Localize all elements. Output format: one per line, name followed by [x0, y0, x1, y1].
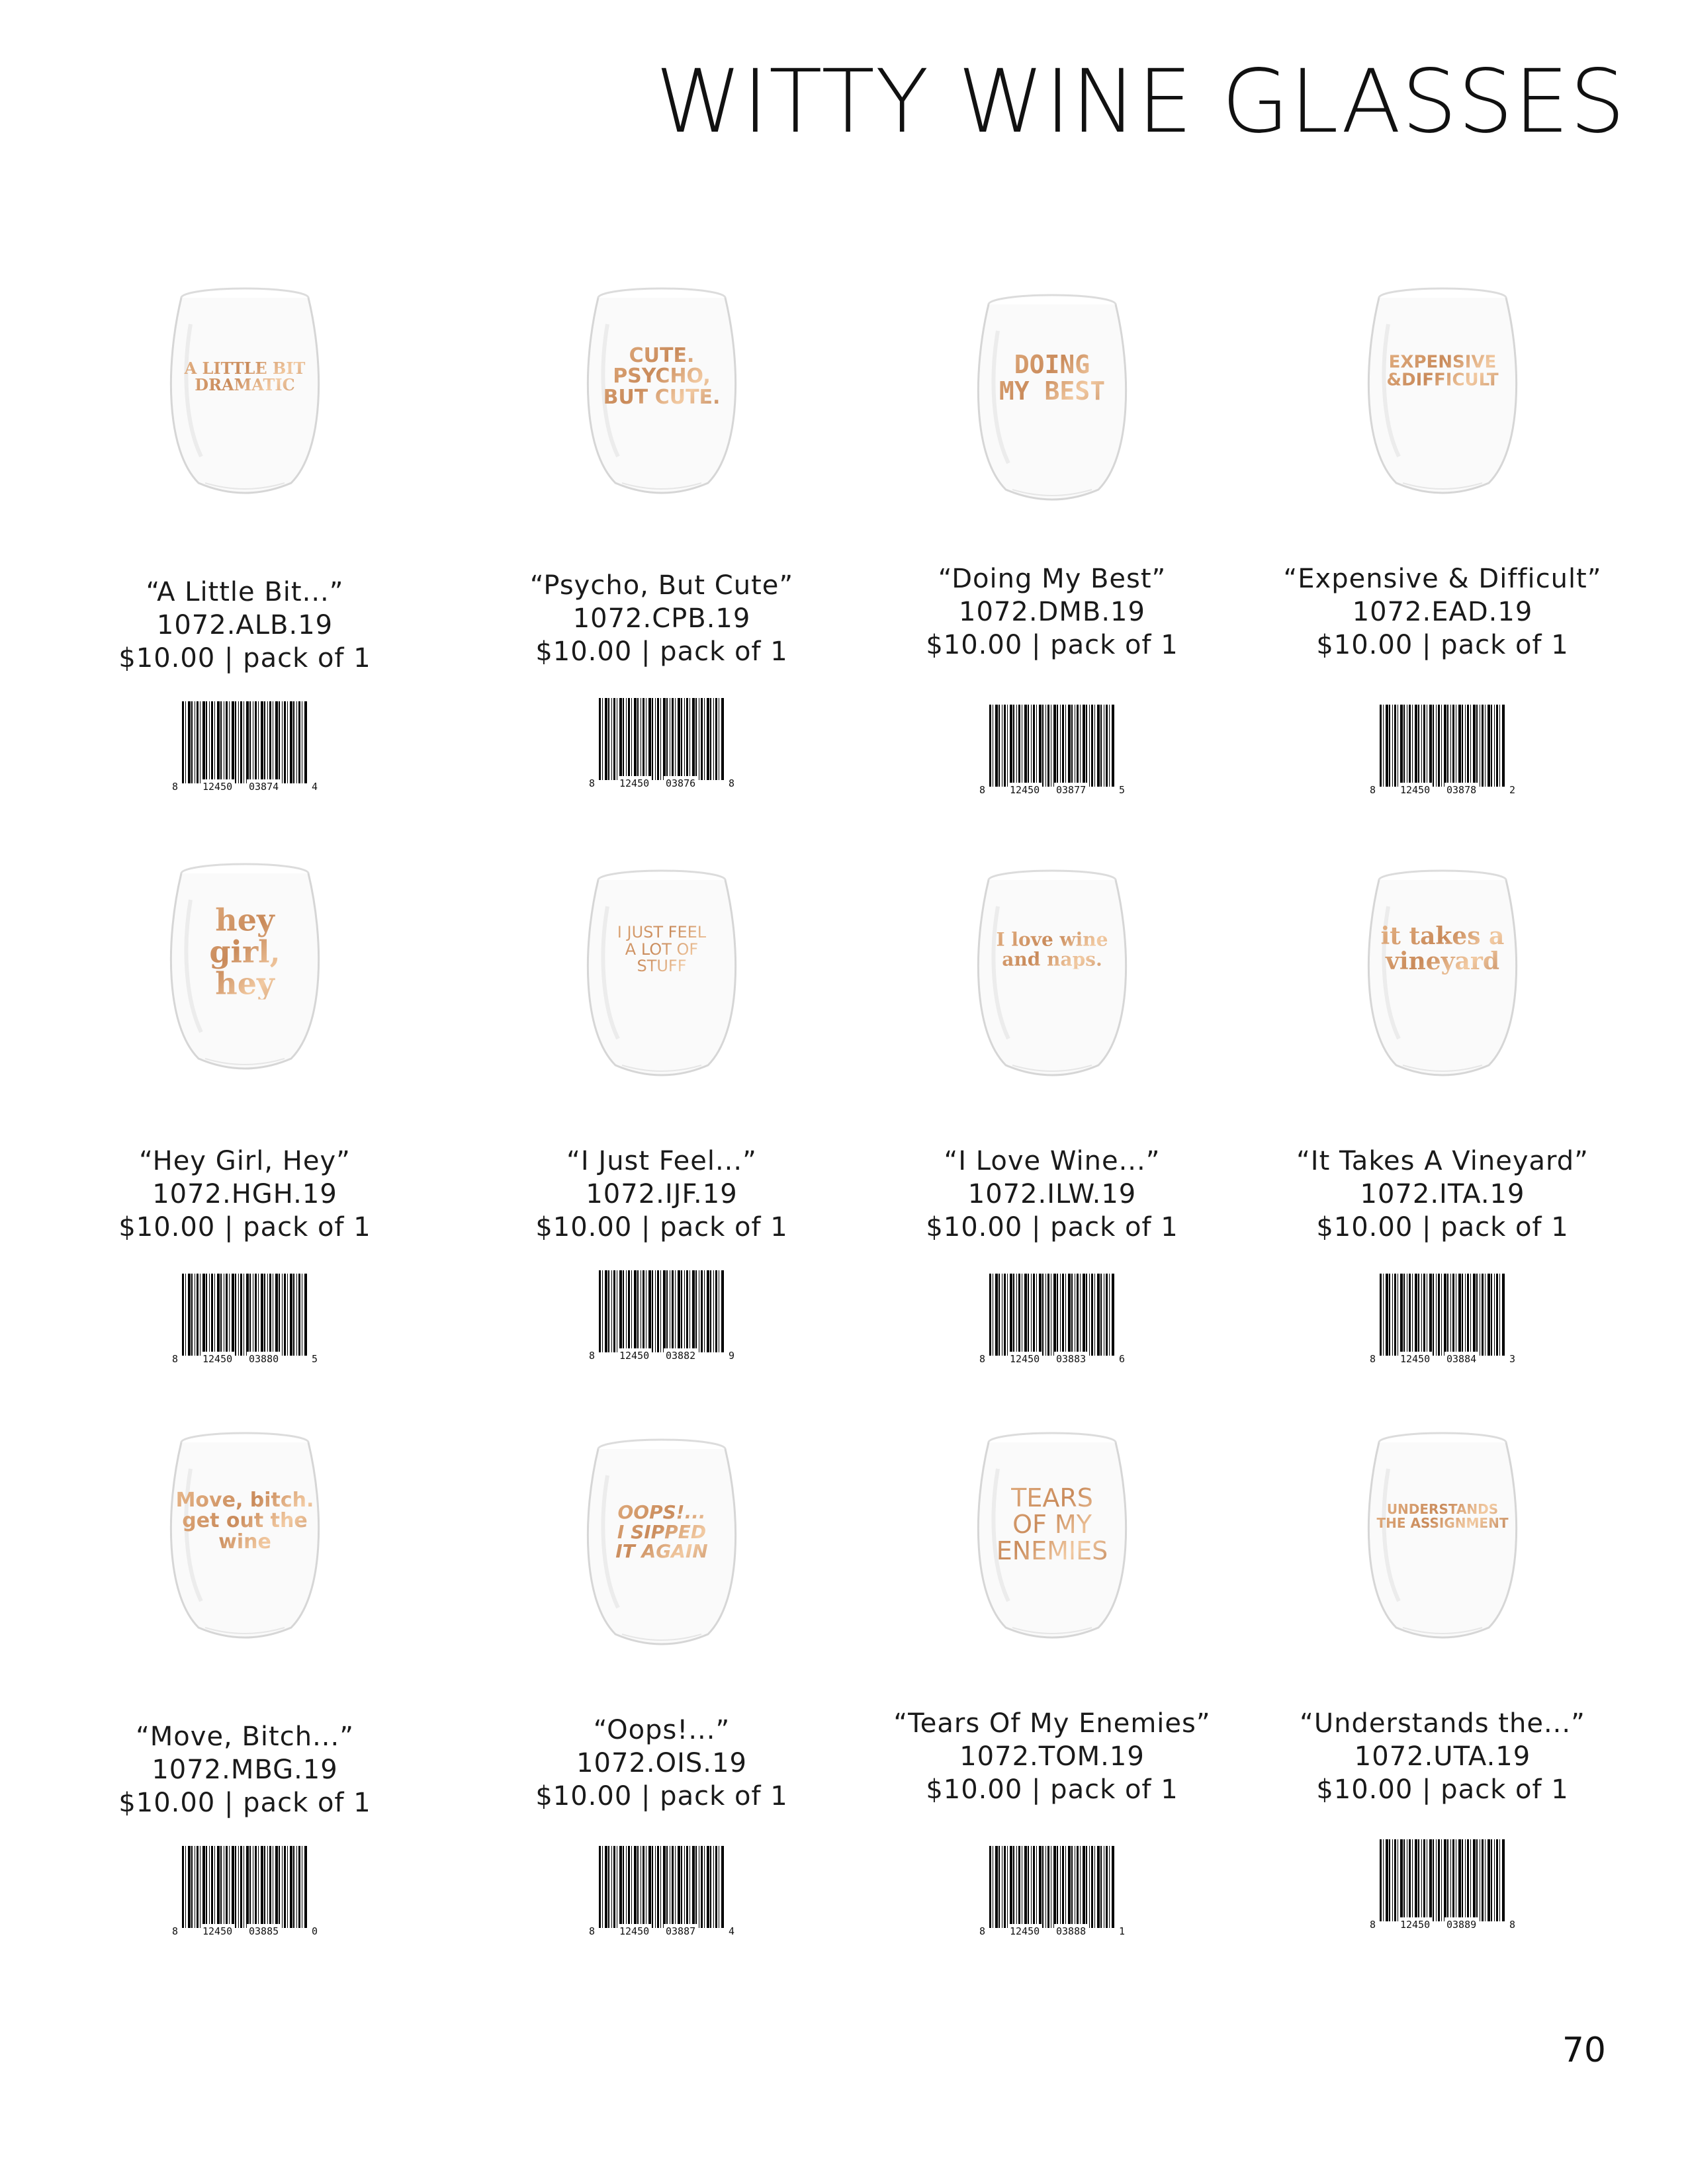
product-sku: 1072.DMB.19: [959, 597, 1145, 627]
barcode-bars: [1380, 1274, 1505, 1356]
glass-print-text: DOING MY BEST: [976, 352, 1128, 405]
product-quote: “A Little Bit...”: [146, 577, 344, 607]
barcode-bars: [1380, 1839, 1505, 1921]
barcode-digit-last: 8: [727, 776, 736, 791]
barcode-digits: [169, 1924, 321, 1939]
barcode-digits-right: 03885: [247, 1924, 281, 1939]
barcode-digits-left: 12450: [1398, 783, 1432, 797]
glass-print-text: A LITTLE BIT DRAMATIC: [169, 359, 321, 392]
product-price: $10.00 | pack of 1: [926, 1212, 1178, 1243]
barcode-bars: [599, 698, 725, 780]
product-info: [60, 1720, 430, 1819]
barcode-digits: [586, 1348, 738, 1363]
wine-glass-image: [1356, 867, 1529, 1085]
stemless-glass-icon: [576, 867, 748, 1085]
barcode-digit-last: 5: [310, 1352, 320, 1366]
product-quote: “Move, Bitch...”: [136, 1722, 354, 1752]
barcode: [976, 1274, 1128, 1366]
barcode-digits-left: 12450: [1398, 1352, 1432, 1366]
barcode-digit-first: 8: [977, 1924, 987, 1939]
wine-glass-image: [1356, 284, 1529, 503]
product-price: $10.00 | pack of 1: [118, 1212, 371, 1243]
glass-print-text: UNDERSTANDS THE ASSIGNMENT: [1366, 1503, 1519, 1530]
product-price: $10.00 | pack of 1: [118, 1788, 371, 1818]
product-sku: 1072.UTA.19: [1354, 1741, 1531, 1772]
barcode: [586, 698, 738, 791]
barcode-digits-right: 03880: [247, 1352, 281, 1366]
wine-glass-image: [159, 284, 331, 503]
wine-glass-image: [966, 1429, 1138, 1647]
barcode-digits-right: 03874: [247, 779, 281, 794]
product-sku: 1072.EAD.19: [1352, 597, 1533, 627]
barcode-digits: [1366, 1352, 1519, 1366]
product-sku: 1072.OIS.19: [576, 1748, 747, 1778]
barcode: [586, 1270, 738, 1363]
barcode-digits-right: 03888: [1054, 1924, 1088, 1939]
barcode-digit-last: 4: [310, 779, 320, 794]
product-info: [867, 1145, 1237, 1244]
barcode: [169, 701, 321, 794]
barcode-digit-first: 8: [977, 783, 987, 797]
product-price: $10.00 | pack of 1: [926, 630, 1178, 660]
barcode: [1366, 705, 1519, 797]
barcode-digits: [1366, 783, 1519, 797]
barcode-bars: [989, 1846, 1115, 1928]
product-sku: 1072.MBG.19: [152, 1755, 338, 1785]
wine-glass-image: [1356, 1429, 1529, 1647]
glass-print-text: EXPENSIVE &DIFFICULT: [1366, 354, 1519, 390]
stemless-glass-icon: [1356, 1429, 1529, 1647]
glass-print-text: hey girl, hey: [169, 904, 321, 1000]
product-price: $10.00 | pack of 1: [118, 643, 371, 674]
product-sku: 1072.CPB.19: [572, 603, 751, 634]
product-info: [867, 1707, 1237, 1806]
product-info: [1257, 562, 1628, 662]
wine-glass-image: [576, 1436, 748, 1654]
product-quote: “Oops!...”: [593, 1715, 731, 1745]
barcode-digits: [586, 776, 738, 791]
glass-print-text: Move, bitch. get out the wine: [169, 1489, 321, 1552]
barcode-digits-right: 03889: [1444, 1917, 1478, 1932]
product-price: $10.00 | pack of 1: [926, 1774, 1178, 1805]
barcode-bars: [599, 1270, 725, 1352]
wine-glass-image: [966, 291, 1138, 509]
page-number: 70: [1562, 2031, 1606, 2070]
barcode-digits-left: 12450: [200, 1924, 234, 1939]
barcode-digit-last: 0: [310, 1924, 320, 1939]
product-info: [476, 1714, 847, 1813]
product-price: $10.00 | pack of 1: [1316, 630, 1569, 660]
wine-glass-image: [966, 867, 1138, 1085]
stemless-glass-icon: [966, 867, 1138, 1085]
barcode-digits: [976, 783, 1128, 797]
product-info: [1257, 1145, 1628, 1244]
product-quote: “I Love Wine...”: [944, 1146, 1161, 1176]
barcode-bars: [182, 701, 308, 783]
barcode-digit-first: 8: [1368, 1917, 1378, 1932]
product-quote: “Expensive & Difficult”: [1283, 564, 1602, 594]
barcode-digits-left: 12450: [1398, 1917, 1432, 1932]
barcode-digits: [169, 1352, 321, 1366]
product-info: [60, 576, 430, 675]
barcode: [169, 1274, 321, 1366]
barcode-digits-left: 12450: [617, 1924, 651, 1939]
barcode-digit-last: 5: [1117, 783, 1127, 797]
product-quote: “It Takes A Vineyard”: [1296, 1146, 1589, 1176]
product-price: $10.00 | pack of 1: [1316, 1774, 1569, 1805]
glass-print-text: CUTE. PSYCHO, BUT CUTE.: [586, 345, 738, 408]
glass-print-text: OOPS!... I SIPPED IT AGAIN: [586, 1503, 738, 1561]
wine-glass-image: [576, 284, 748, 503]
barcode-digits-left: 12450: [200, 779, 234, 794]
barcode-digit-last: 9: [727, 1348, 736, 1363]
barcode-digit-first: 8: [170, 779, 180, 794]
product-sku: 1072.ALB.19: [156, 610, 333, 640]
barcode-digit-first: 8: [977, 1352, 987, 1366]
barcode-digits-left: 12450: [1008, 1924, 1042, 1939]
barcode: [1366, 1274, 1519, 1366]
product-quote: “I Just Feel...”: [566, 1146, 757, 1176]
barcode-digits: [586, 1924, 738, 1939]
barcode: [976, 1846, 1128, 1939]
stemless-glass-icon: [1356, 867, 1529, 1085]
product-info: [476, 1145, 847, 1244]
barcode-digit-first: 8: [587, 1924, 597, 1939]
product-sku: 1072.TOM.19: [959, 1741, 1145, 1772]
barcode-digit-first: 8: [1368, 1352, 1378, 1366]
barcode-digits-left: 12450: [617, 776, 651, 791]
glass-print-text: it takes a vineyard: [1366, 925, 1519, 975]
product-price: $10.00 | pack of 1: [535, 1212, 788, 1243]
barcode-digit-last: 1: [1117, 1924, 1127, 1939]
barcode: [169, 1846, 321, 1939]
product-price: $10.00 | pack of 1: [535, 636, 788, 667]
barcode-digit-first: 8: [1368, 783, 1378, 797]
glass-print-text: I love wine and naps.: [976, 930, 1128, 969]
barcode-digit-last: 6: [1117, 1352, 1127, 1366]
glass-print-text: TEARS OF MY ENEMIES: [976, 1485, 1128, 1565]
product-info: [60, 1145, 430, 1244]
barcode-bars: [599, 1846, 725, 1928]
barcode-bars: [989, 705, 1115, 787]
barcode-digit-last: 2: [1507, 783, 1517, 797]
product-info: [867, 562, 1237, 662]
wine-glass-image: [159, 860, 331, 1078]
barcode-digits-right: 03876: [664, 776, 697, 791]
barcode-digits-left: 12450: [1008, 1352, 1042, 1366]
barcode-digit-first: 8: [170, 1352, 180, 1366]
barcode-digits-right: 03878: [1444, 783, 1478, 797]
product-quote: “Tears Of My Enemies”: [893, 1708, 1211, 1739]
barcode-bars: [182, 1274, 308, 1356]
product-info: [476, 569, 847, 668]
product-quote: “Hey Girl, Hey”: [139, 1146, 351, 1176]
product-quote: “Understands the...”: [1300, 1708, 1585, 1739]
page-title: WITTY WINE GLASSES: [655, 51, 1626, 153]
stemless-glass-icon: [1356, 284, 1529, 503]
barcode-digit-last: 8: [1507, 1917, 1517, 1932]
product-quote: “Psycho, But Cute”: [529, 570, 794, 601]
product-price: $10.00 | pack of 1: [535, 1781, 788, 1812]
barcode-digit-last: 3: [1507, 1352, 1517, 1366]
barcode-digits-left: 12450: [1008, 783, 1042, 797]
barcode-bars: [1380, 705, 1505, 787]
barcode-digit-first: 8: [170, 1924, 180, 1939]
barcode-digits-right: 03882: [664, 1348, 697, 1363]
barcode-digit-first: 8: [587, 776, 597, 791]
barcode-digits: [1366, 1917, 1519, 1932]
product-sku: 1072.IJF.19: [586, 1179, 738, 1209]
barcode-digits: [976, 1352, 1128, 1366]
product-info: [1257, 1707, 1628, 1806]
wine-glass-image: [159, 1429, 331, 1647]
product-sku: 1072.HGH.19: [152, 1179, 337, 1209]
barcode-digit-last: 4: [727, 1924, 736, 1939]
barcode-digits-right: 03887: [664, 1924, 697, 1939]
wine-glass-image: [576, 867, 748, 1085]
barcode-bars: [989, 1274, 1115, 1356]
product-quote: “Doing My Best”: [938, 564, 1167, 594]
barcode-digits: [976, 1924, 1128, 1939]
barcode-digits-right: 03884: [1444, 1352, 1478, 1366]
barcode-digits-left: 12450: [617, 1348, 651, 1363]
barcode-digits-right: 03883: [1054, 1352, 1088, 1366]
barcode-digits-right: 03877: [1054, 783, 1088, 797]
barcode: [976, 705, 1128, 797]
barcode-digit-first: 8: [587, 1348, 597, 1363]
glass-print-text: I JUST FEEL A LOT OF STUFF: [586, 925, 738, 975]
barcode-bars: [182, 1846, 308, 1928]
product-sku: 1072.ILW.19: [967, 1179, 1137, 1209]
product-price: $10.00 | pack of 1: [1316, 1212, 1569, 1243]
barcode-digits-left: 12450: [200, 1352, 234, 1366]
product-sku: 1072.ITA.19: [1360, 1179, 1525, 1209]
barcode-digits: [169, 779, 321, 794]
barcode: [586, 1846, 738, 1939]
barcode: [1366, 1839, 1519, 1932]
